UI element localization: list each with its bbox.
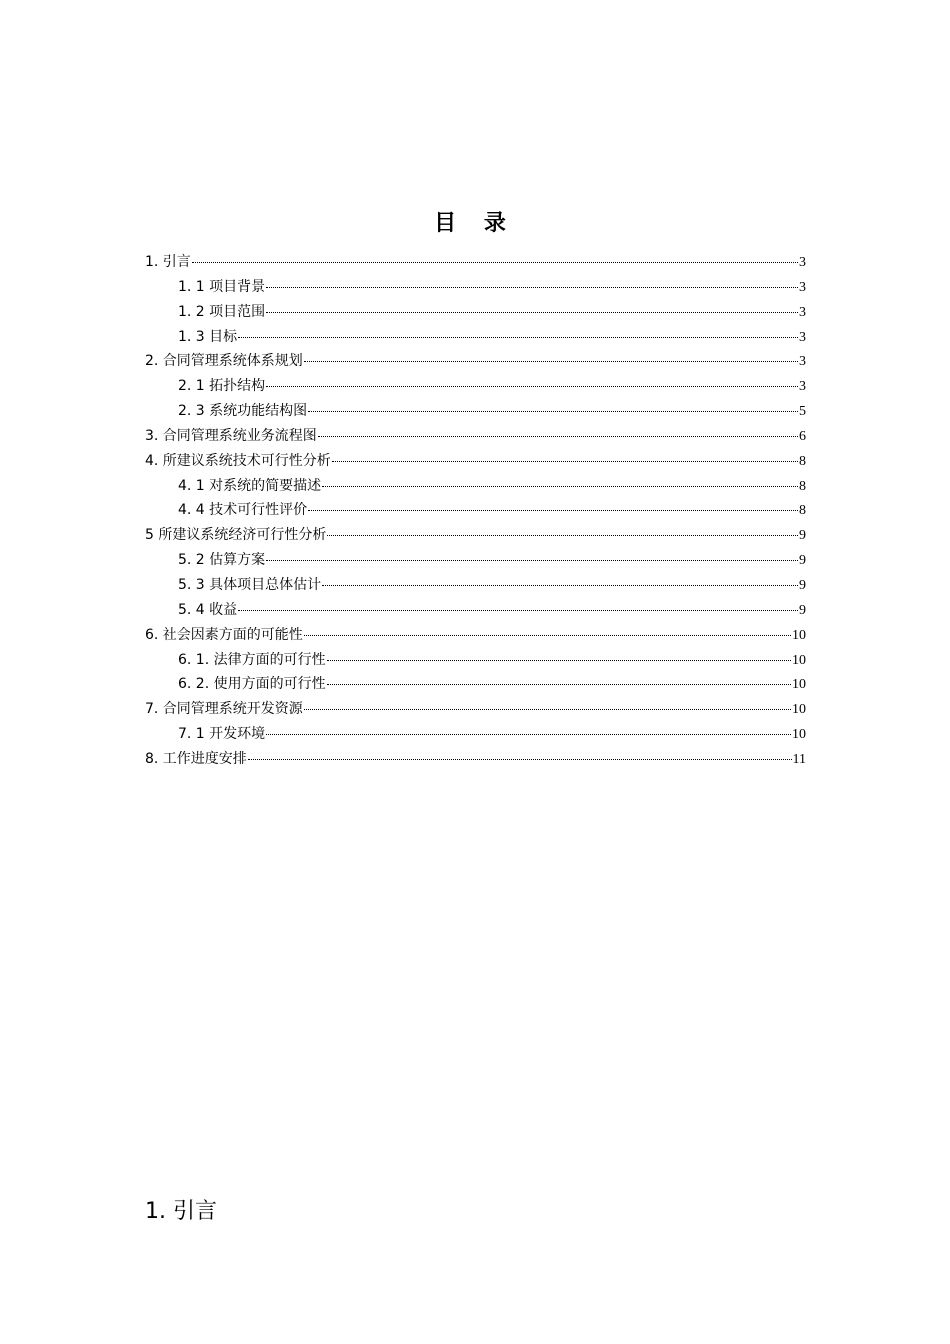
toc-leader-dots	[248, 758, 792, 760]
toc-entry-label: 2. 3 系统功能结构图	[178, 403, 308, 420]
toc-leader-dots	[266, 286, 798, 288]
toc-page-number: 9	[799, 577, 806, 593]
toc-page-number: 11	[792, 751, 806, 767]
toc-leader-dots	[327, 534, 798, 536]
toc-entry-1-3[interactable]	[145, 325, 806, 350]
toc-page-number: 10	[792, 627, 806, 643]
toc-entry-4-1[interactable]	[145, 474, 806, 499]
toc-page-number: 3	[799, 354, 806, 370]
toc-page-number: 9	[799, 528, 806, 544]
toc-page-number: 3	[799, 255, 806, 270]
toc-leader-dots	[308, 410, 798, 412]
toc-entry-label: 2. 合同管理系统体系规划	[145, 353, 303, 370]
toc-entry-label: 5. 2 估算方案	[178, 552, 266, 569]
toc-title: 目 录	[434, 211, 516, 236]
toc-leader-dots	[266, 733, 791, 735]
toc-entry-4[interactable]	[145, 449, 806, 474]
toc-entry-label: 1. 1 项目背景	[178, 278, 266, 295]
toc-leader-dots	[304, 360, 798, 362]
toc-entry-5-4[interactable]	[145, 598, 806, 623]
toc-leader-dots	[322, 485, 798, 487]
toc-page-number: 3	[799, 304, 806, 320]
toc-entry-label: 1. 3 目标	[178, 328, 238, 345]
toc-entry-5-2[interactable]	[145, 548, 806, 573]
toc-leader-dots	[238, 336, 798, 338]
toc-leader-dots	[318, 435, 798, 437]
toc-entry-6-1[interactable]	[145, 648, 806, 673]
toc-entry-7[interactable]	[145, 697, 806, 722]
toc-entry-label: 8. 工作进度安排	[145, 750, 247, 767]
toc-entry-7-1[interactable]	[145, 722, 806, 747]
toc-entry-6-2[interactable]	[145, 672, 806, 697]
toc-leader-dots	[332, 460, 798, 462]
toc-page-number: 10	[792, 677, 806, 693]
toc-leader-dots	[266, 385, 798, 387]
toc-page-number: 3	[799, 279, 806, 295]
toc-entry-6[interactable]	[145, 623, 806, 648]
toc-leader-dots	[322, 584, 798, 586]
toc-entry-1[interactable]	[145, 250, 806, 275]
toc-entry-4-4[interactable]	[145, 498, 806, 523]
toc-leader-dots	[192, 261, 798, 263]
toc-entry-label: 1. 2 项目范围	[178, 303, 266, 320]
toc-entry-label: 6. 2. 使用方面的可行性	[178, 676, 326, 693]
toc-entry-label: 5. 3 具体项目总体估计	[178, 576, 322, 593]
toc-page-number: 3	[799, 379, 806, 395]
toc-page-number: 9	[799, 553, 806, 569]
toc-entry-label: 4. 4 技术可行性评价	[178, 502, 308, 519]
toc-entry-label: 6. 1. 法律方面的可行性	[178, 651, 326, 668]
toc-page-number: 8	[799, 503, 806, 519]
toc-page-number: 10	[792, 652, 806, 668]
toc-entry-label: 7. 1 开发环境	[178, 726, 266, 743]
toc-entry-1-2[interactable]	[145, 300, 806, 325]
toc-leader-dots	[238, 609, 798, 611]
toc-page-number: 8	[799, 453, 806, 469]
toc-page-number: 10	[792, 727, 806, 743]
toc-entry-label: 3. 合同管理系统业务流程图	[145, 427, 317, 444]
toc-entry-8[interactable]	[145, 747, 806, 772]
toc-leader-dots	[266, 559, 798, 561]
toc-leader-dots	[327, 659, 791, 661]
toc-entry-5-3[interactable]	[145, 573, 806, 598]
toc-entry-label: 4. 1 对系统的简要描述	[178, 477, 322, 494]
toc-page-number: 3	[799, 329, 806, 345]
toc-entry-label: 5 所建议系统经济可行性分析	[145, 527, 327, 544]
toc-entry-5[interactable]	[145, 523, 806, 548]
toc-page-number: 8	[799, 478, 806, 494]
toc-entry-2[interactable]	[145, 349, 806, 374]
toc-leader-dots	[304, 634, 791, 636]
toc-page-number: 10	[792, 702, 806, 718]
toc-entry-label: 5. 4 收益	[178, 601, 238, 618]
toc-entry-3[interactable]	[145, 424, 806, 449]
toc-leader-dots	[266, 311, 798, 313]
toc-leader-dots	[308, 509, 798, 511]
toc-entry-label: 2. 1 拓扑结构	[178, 378, 266, 395]
table-of-contents	[145, 250, 806, 772]
toc-entry-2-3[interactable]	[145, 399, 806, 424]
toc-entry-label: 6. 社会因素方面的可能性	[145, 626, 303, 643]
toc-page-number: 6	[799, 428, 806, 444]
toc-entry-1-1[interactable]	[145, 275, 806, 300]
toc-entry-label: 4. 所建议系统技术可行性分析	[145, 452, 331, 469]
toc-entry-label: 7. 合同管理系统开发资源	[145, 701, 303, 718]
toc-leader-dots	[304, 708, 791, 710]
toc-entry-label: 1. 引言	[145, 254, 191, 270]
toc-entry-2-1[interactable]	[145, 374, 806, 399]
toc-page-number: 5	[799, 404, 806, 420]
toc-page-number: 9	[799, 602, 806, 618]
toc-leader-dots	[327, 683, 791, 685]
section-heading-introduction: 1. 引言	[145, 1198, 217, 1224]
